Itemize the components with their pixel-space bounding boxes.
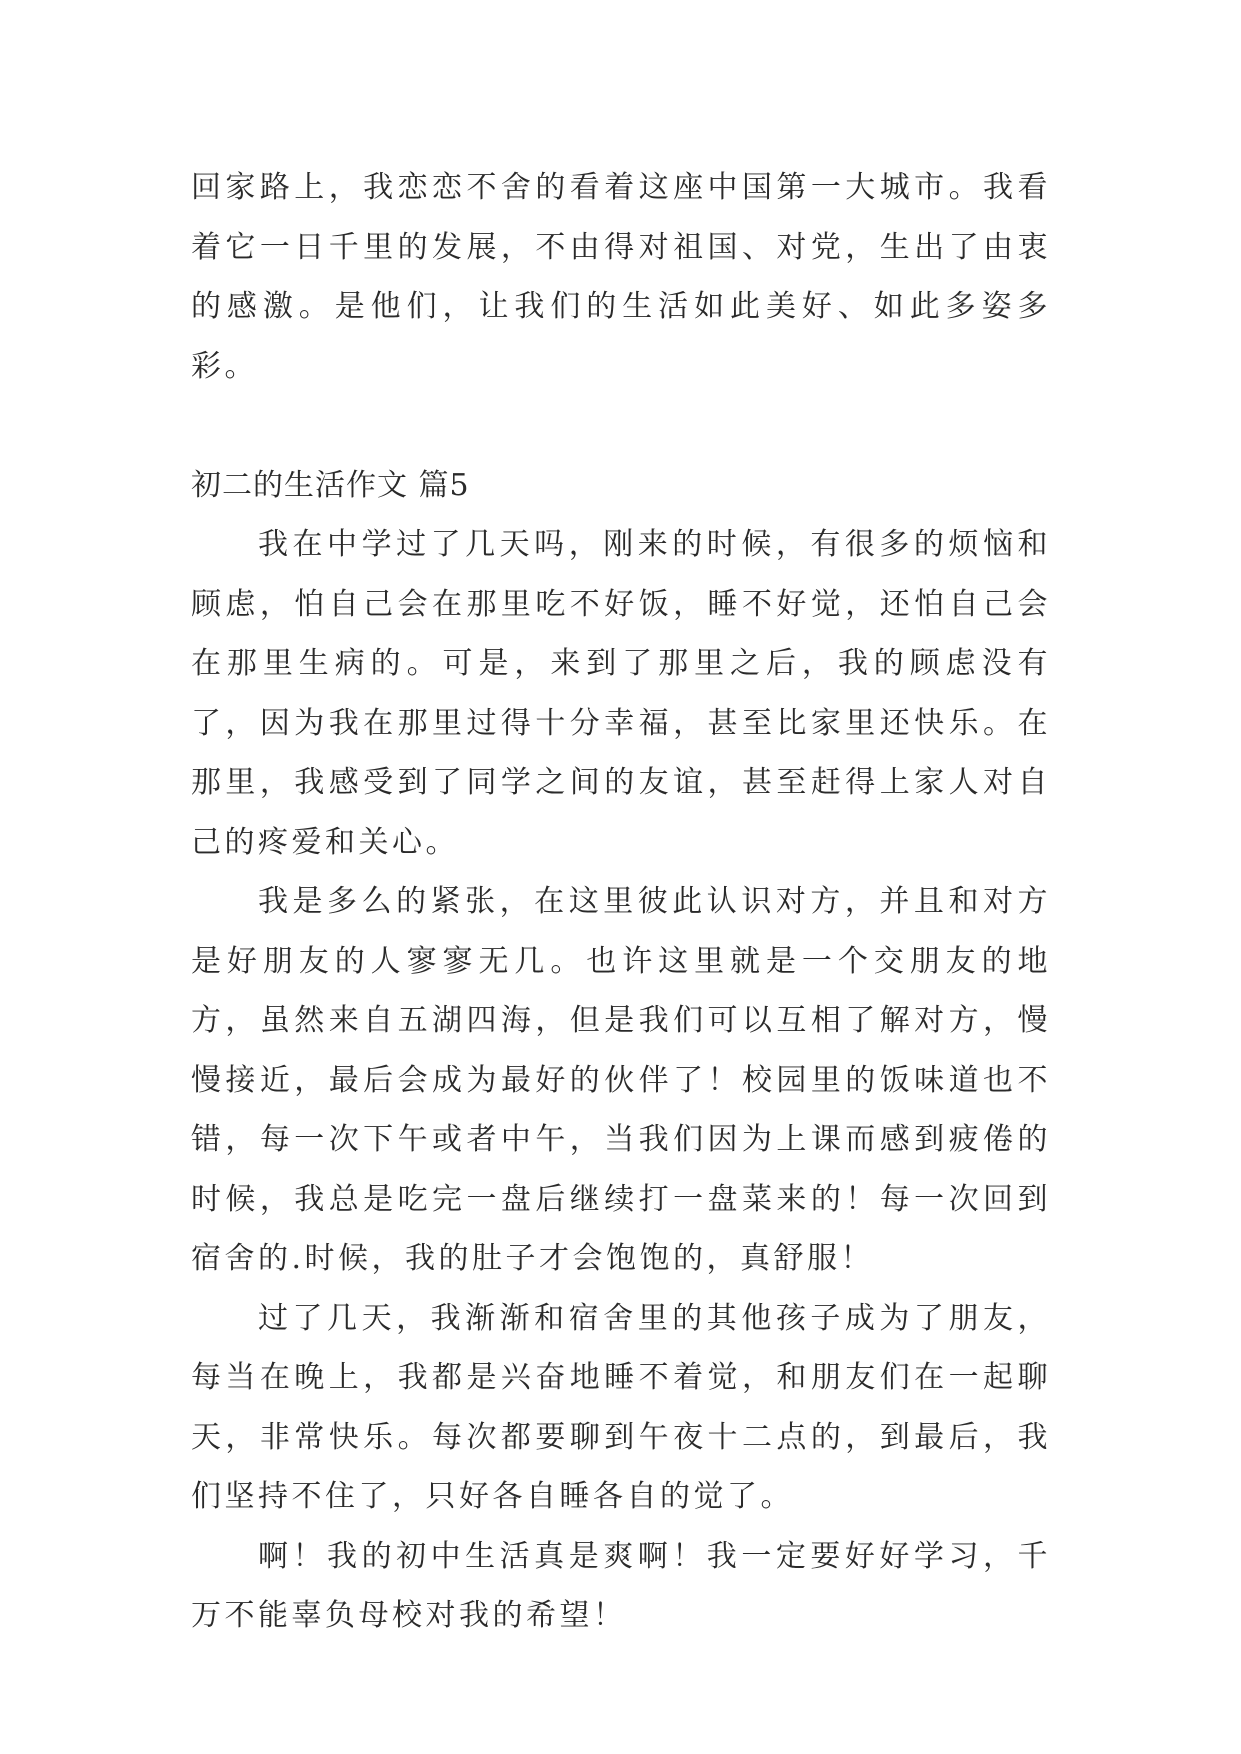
body-paragraph-2: 我是多么的紧张，在这里彼此认识对方，并且和对方是好朋友的人寥寥无几。也许这里就是一个交朋友的地方，虽然来自五湖四海，但是我们可以互相了解对方，慢慢接近，最后会成为最好的伙伴了！校园里的饭味道也不错，每一次下午或者中午，当我们因为上课而感到疲倦的时候，我总是吃完一盘后继续打一盘菜来的！每一次回到宿舍的.时候，我的肚子才会饱饱的，真舒服！ [191, 884, 1051, 1276]
intro-paragraph: 回家路上，我恋恋不舍的看着这座中国第一大城市。我看着它一日千里的发展，不由得对祖国、对党，生出了由衷的感激。是他们，让我们的生活如此美好、如此多姿多彩。 [191, 170, 1051, 384]
section-title: 初二的生活作文 篇5 [191, 467, 470, 503]
document-body [191, 158, 1051, 1646]
body-paragraph-1: 我在中学过了几天吗，刚来的时候，有很多的烦恼和顾虑，怕自己会在那里吃不好饭，睡不好觉，还怕自己会在那里生病的。可是，来到了那里之后，我的顾虑没有了，因为我在那里过得十分幸福，甚至比家里还快乐。在那里，我感受到了同学之间的友谊，甚至赶得上家人对自己的疼爱和关心。 [191, 527, 1051, 860]
body-paragraph-4: 啊！我的初中生活真是爽啊！我一定要好好学习，千万不能辜负母校对我的希望！ [191, 1538, 1051, 1633]
body-paragraph-3: 过了几天，我渐渐和宿舍里的其他孩子成为了朋友，每当在晚上，我都是兴奋地睡不着觉，和朋友们在一起聊天，非常快乐。每次都要聊到午夜十二点的，到最后，我们坚持不住了，只好各自睡各自的觉了。 [191, 1300, 1051, 1514]
section-spacer [191, 396, 1051, 456]
